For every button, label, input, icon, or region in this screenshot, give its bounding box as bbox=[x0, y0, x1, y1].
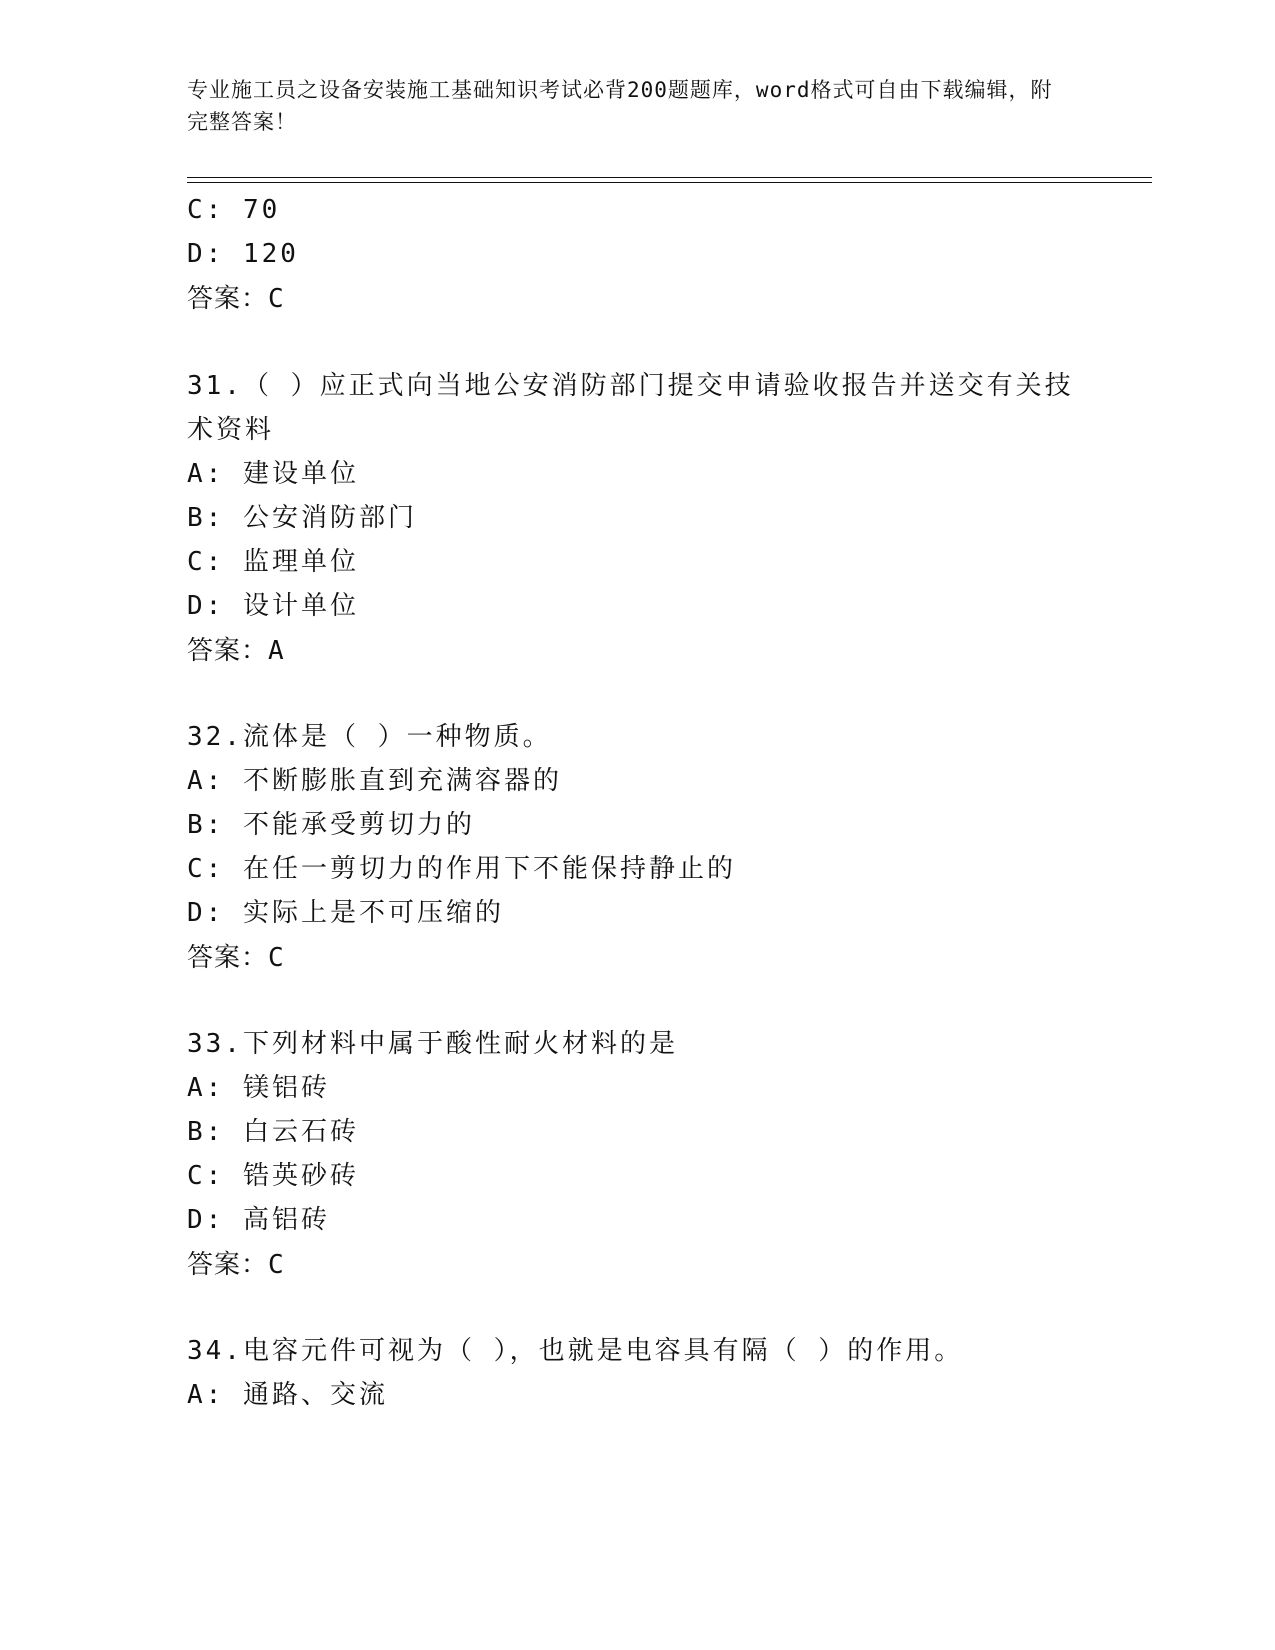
q32-option-c: C: 在任一剪切力的作用下不能保持静止的 bbox=[187, 854, 736, 884]
answer-value: A bbox=[268, 636, 285, 666]
q31-option-c: C: 监理单位 bbox=[187, 547, 359, 577]
q33-option-a: A: 镁铝砖 bbox=[187, 1073, 330, 1103]
q33-option-d: D: 高铝砖 bbox=[187, 1205, 330, 1235]
answer-label: 答案： bbox=[187, 636, 269, 666]
q30-answer bbox=[187, 282, 285, 316]
q34-option-a: A: 通路、交流 bbox=[187, 1380, 388, 1410]
q31-option-d: D: 设计单位 bbox=[187, 591, 359, 621]
answer-value: C bbox=[268, 1250, 285, 1280]
document-header: 专业施工员之设备安装施工基础知识考试必背200题题库，word格式可自由下载编辑，附完整答案！ bbox=[187, 78, 1053, 134]
q32-option-b: B: 不能承受剪切力的 bbox=[187, 810, 475, 840]
answer-label: 答案： bbox=[187, 1250, 269, 1280]
q30-option-d: D: 120 bbox=[187, 239, 299, 269]
answer-label: 答案： bbox=[187, 284, 269, 314]
q32-option-d: D: 实际上是不可压缩的 bbox=[187, 898, 504, 928]
q33-option-b: B: 白云石砖 bbox=[187, 1117, 359, 1147]
q31-option-b: B: 公安消防部门 bbox=[187, 503, 417, 533]
answer-value: C bbox=[268, 284, 285, 314]
answer-label: 答案： bbox=[187, 943, 269, 973]
q32-answer bbox=[187, 941, 285, 975]
q30-option-c: C: 70 bbox=[187, 195, 281, 225]
answer-value: C bbox=[268, 943, 285, 973]
q31-answer bbox=[187, 634, 285, 668]
q32-stem: 32.流体是（ ）一种物质。 bbox=[187, 722, 552, 752]
header-rule-bottom bbox=[187, 182, 1152, 183]
q33-answer bbox=[187, 1248, 285, 1282]
q33-stem: 33.下列材料中属于酸性耐火材料的是 bbox=[187, 1029, 678, 1059]
q31-stem-line1: 31.（ ）应正式向当地公安消防部门提交申请验收报告并送交有关技 bbox=[187, 371, 1074, 401]
q34-stem: 34.电容元件可视为（ ），也就是电容具有隔（ ）的作用。 bbox=[187, 1336, 964, 1366]
header-rule-top bbox=[187, 177, 1152, 178]
q31-stem-line2: 术资料 bbox=[187, 415, 275, 445]
q33-option-c: C: 锆英砂砖 bbox=[187, 1161, 359, 1191]
q32-option-a: A: 不断膨胀直到充满容器的 bbox=[187, 766, 562, 796]
q31-option-a: A: 建设单位 bbox=[187, 459, 359, 489]
